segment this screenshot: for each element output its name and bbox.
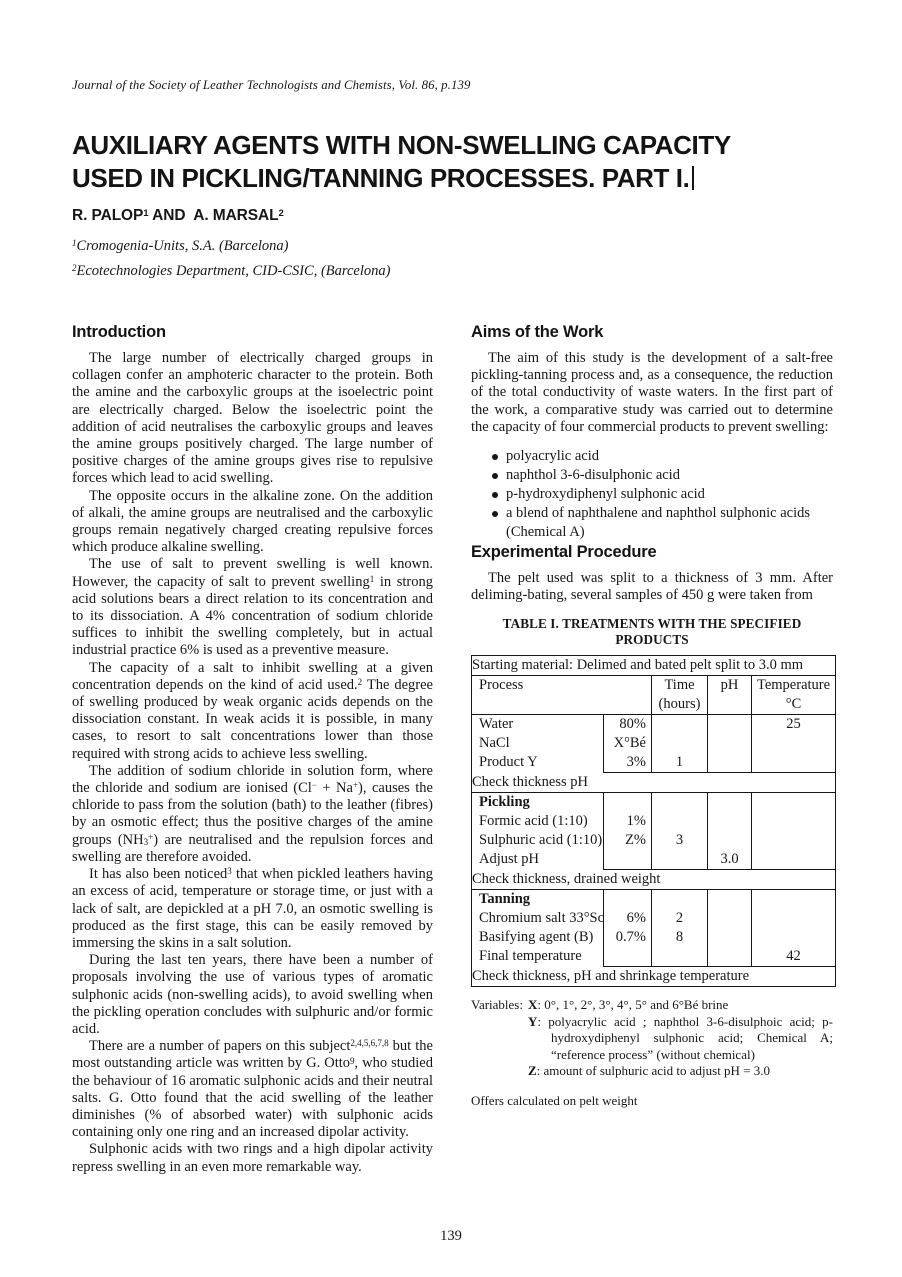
header-temperature: Temperature °C [752, 676, 836, 715]
paragraph: It has also been noticed$^3$ that when pickled leathers having an excess of acid, temperature or storage time, or just with a lack of salt, are depickled at a pH 7.0, an osmotic swelling is produced as the first stage, this can be easily removed by immersing the skins in a salt solution. [72, 866, 434, 951]
ph-cell [708, 890, 752, 967]
header-process: Process [472, 676, 604, 715]
bullet-text: p-hydroxydiphenyl sulphonic acid [506, 486, 705, 503]
left-column [72, 322, 433, 1176]
title-line-1: AUXILIARY AGENTS WITH NON-SWELLING CAPACITY [72, 130, 731, 160]
process-lines: Formic acid (1:10) Sulphuric acid (1:10) Adjust pH [479, 813, 603, 868]
temperature-cell [752, 793, 836, 870]
paragraph: The large number of electrically charged groups in collagen confer an amphoteric character to the protein. Both the amine and the carboxylic groups at the isoelectric point are electrically charged. Below the isoelectric point the addition of acid neutralises the carboxylic groups and leaves the amine groups positively charged. The large number of positive charges of the amine groups gives rise to repulsive forces which lead to acid swelling. [72, 350, 433, 487]
bullet-text: polyacrylic acid [506, 448, 599, 465]
bullet-icon [492, 454, 498, 460]
variable-y: Y: polyacrylic acid ; naphthol 3-6-disulphoic acid; p-hydroxydiphenyl sulphonic acid; Chemical A; “reference process” (without chemical) [528, 1013, 833, 1062]
temperature-cell: 25 [752, 715, 836, 773]
paragraph: The use of salt to prevent swelling is well known. However, the capacity of salt to prevent swelling$^1$ in strong acid solutions bears a direct relation to its concentration and to its dissociation. A 4% concentration of sodium chloride suffices to inhibit the swelling completely, but in actual industrial practice 6% is used as a preventive measure. [72, 556, 434, 659]
bullet-icon [492, 511, 498, 517]
affiliation-1: $^1$Cromogenia-Units, S.A. (Barcelona) [72, 238, 289, 254]
page-content [72, 0, 833, 1176]
time-cell: 3 [652, 793, 708, 870]
time-cell: 2 8 [652, 890, 708, 967]
variables-label: Variables: [471, 997, 523, 1013]
affiliation-2: $^2$Ecotechnologies Department, CID-CSIC, (Barcelona) [72, 263, 391, 279]
treatments-table [471, 655, 836, 987]
bullet-list [492, 447, 833, 542]
table-caption: TABLE I. TREATMENTS WITH THE SPECIFIED PRODUCTS [502, 616, 809, 648]
list-item [492, 447, 833, 466]
bullet-icon [492, 492, 498, 498]
offers-note: Offers calculated on pelt weight [471, 1092, 638, 1108]
process-cell [472, 715, 604, 773]
paragraph: There are a number of papers on this subject$^{2,4,5,6,7,8}$ but the most outstanding article was written by G. Otto$^9$, who studied the behaviour of 16 aromatic sulphonic acids and their neutral salts. G. Otto found that the acid swelling of the leather diminishes (% of absorbed water) with sulphonic acids containing only one ring and an increased dipolar activity. [72, 1038, 433, 1141]
check-row: Check thickness pH [472, 773, 836, 793]
title-line-2: USED IN PICKLING/TANNING PROCESSES. PART I. [72, 163, 690, 193]
experimental-paragraph: The pelt used was split to a thickness of 3 mm. After deliming-bating, several samples of 450 g were taken from [471, 570, 833, 604]
amount-cell: 80% X°Bé 3% [604, 715, 652, 773]
header-time: Time (hours) [652, 676, 708, 715]
amount-cell: 6% 0.7% [604, 890, 652, 967]
section-heading-aims: Aims of the Work [471, 323, 604, 341]
header-amount [604, 676, 652, 715]
section-heading-experimental: Experimental Procedure [471, 543, 657, 562]
list-item [492, 504, 833, 542]
paragraph: The opposite occurs in the alkaline zone. On the addition of alkali, the amine groups are neutralised and the carboxylic groups remain negatively charged creating repulsive forces which produce alkaline swelling. [72, 487, 433, 556]
paragraph: The addition of sodium chloride in solution form, where the chloride and sodium are ionised (Cl− + Na+), causes the chloride to pass from the solution (bath) to the leather (fibres) by an osmotic effect; thus the positive charges of the amine groups $(NH_3^+)$ are neutralised and the repulsion forces and swelling are therefore avoided. [72, 762, 433, 865]
paragraph: Sulphonic acids with two rings and a high dipolar activity repress swelling in an even more remarkable way. [72, 1141, 433, 1175]
authors-line: R. PALOP$^1$ AND A. MARSAL$^2$ [72, 207, 284, 224]
process-title: Pickling [479, 794, 530, 811]
temperature-cell: 42 [752, 890, 836, 967]
variables-note [471, 997, 833, 1080]
text-cursor [692, 166, 694, 190]
amount-cell: 1% Z% [604, 793, 652, 870]
variable-z: Z: amount of sulphuric acid to adjust pH = 3.0 [528, 1063, 771, 1079]
paper-title [72, 129, 833, 195]
starting-material-cell: Starting material: Delimed and bated pelt split to 3.0 mm [472, 656, 836, 676]
ph-cell [708, 715, 752, 773]
list-item [492, 466, 833, 485]
paragraph: The capacity of a salt to inhibit swelling at a given concentration depends on the kind of acid used.$^2$ The degree of swelling produced by weak organic acids depends on the dissociation constant. In weak acids it is possible, in many cases, to resort to salt concentrations lower than those required with strong acids to achieve less swelling. [72, 659, 433, 762]
process-cell [472, 793, 604, 870]
process-cell [472, 890, 604, 967]
list-item [492, 485, 833, 504]
bullet-text: naphthol 3-6-disulphonic acid [506, 467, 680, 484]
section-heading-introduction: Introduction [72, 323, 166, 341]
bullet-icon [492, 473, 498, 479]
ph-cell: 3.0 [708, 793, 752, 870]
variables-entries [528, 997, 833, 1080]
check-row: Check thickness, pH and shrinkage temperature [472, 967, 836, 987]
bullet-text: a blend of naphthalene and naphthol sulphonic acids (Chemical A) [506, 505, 811, 541]
affiliations [72, 234, 833, 284]
paragraph: During the last ten years, there have been a number of proposals involving the use of various types of aromatic sulphonic acids (non-swelling acids), to avoid swelling when the pickling operation concludes with sulphuric and/or formic acid. [72, 952, 433, 1037]
variable-x: X: 0°, 1°, 2°, 3°, 4°, 5° and 6°Bé brine [528, 997, 729, 1013]
journal-header: Journal of the Society of Leather Technologists and Chemists, Vol. 86, p.139 [72, 78, 471, 92]
header-ph: pH [708, 676, 752, 715]
check-row: Check thickness, drained weight [472, 870, 836, 890]
process-lines: Water NaCl Product Y [479, 716, 538, 771]
right-column [471, 322, 833, 1176]
process-title: Tanning [479, 891, 531, 908]
process-lines: Chromium salt 33°Sc Basifying agent (B) Final temperature [479, 910, 605, 965]
time-cell: 1 [652, 715, 708, 773]
page-number: 139 [440, 1228, 462, 1244]
aims-paragraph: The aim of this study is the development of a salt-free pickling-tanning process and, as a consequence, the reduction of the total conductivity of waste waters. In the first part of the work, a comparative study was carried out to determine the capacity of four commercial products to prevent swelling: [471, 350, 833, 435]
two-column-body [72, 322, 833, 1176]
